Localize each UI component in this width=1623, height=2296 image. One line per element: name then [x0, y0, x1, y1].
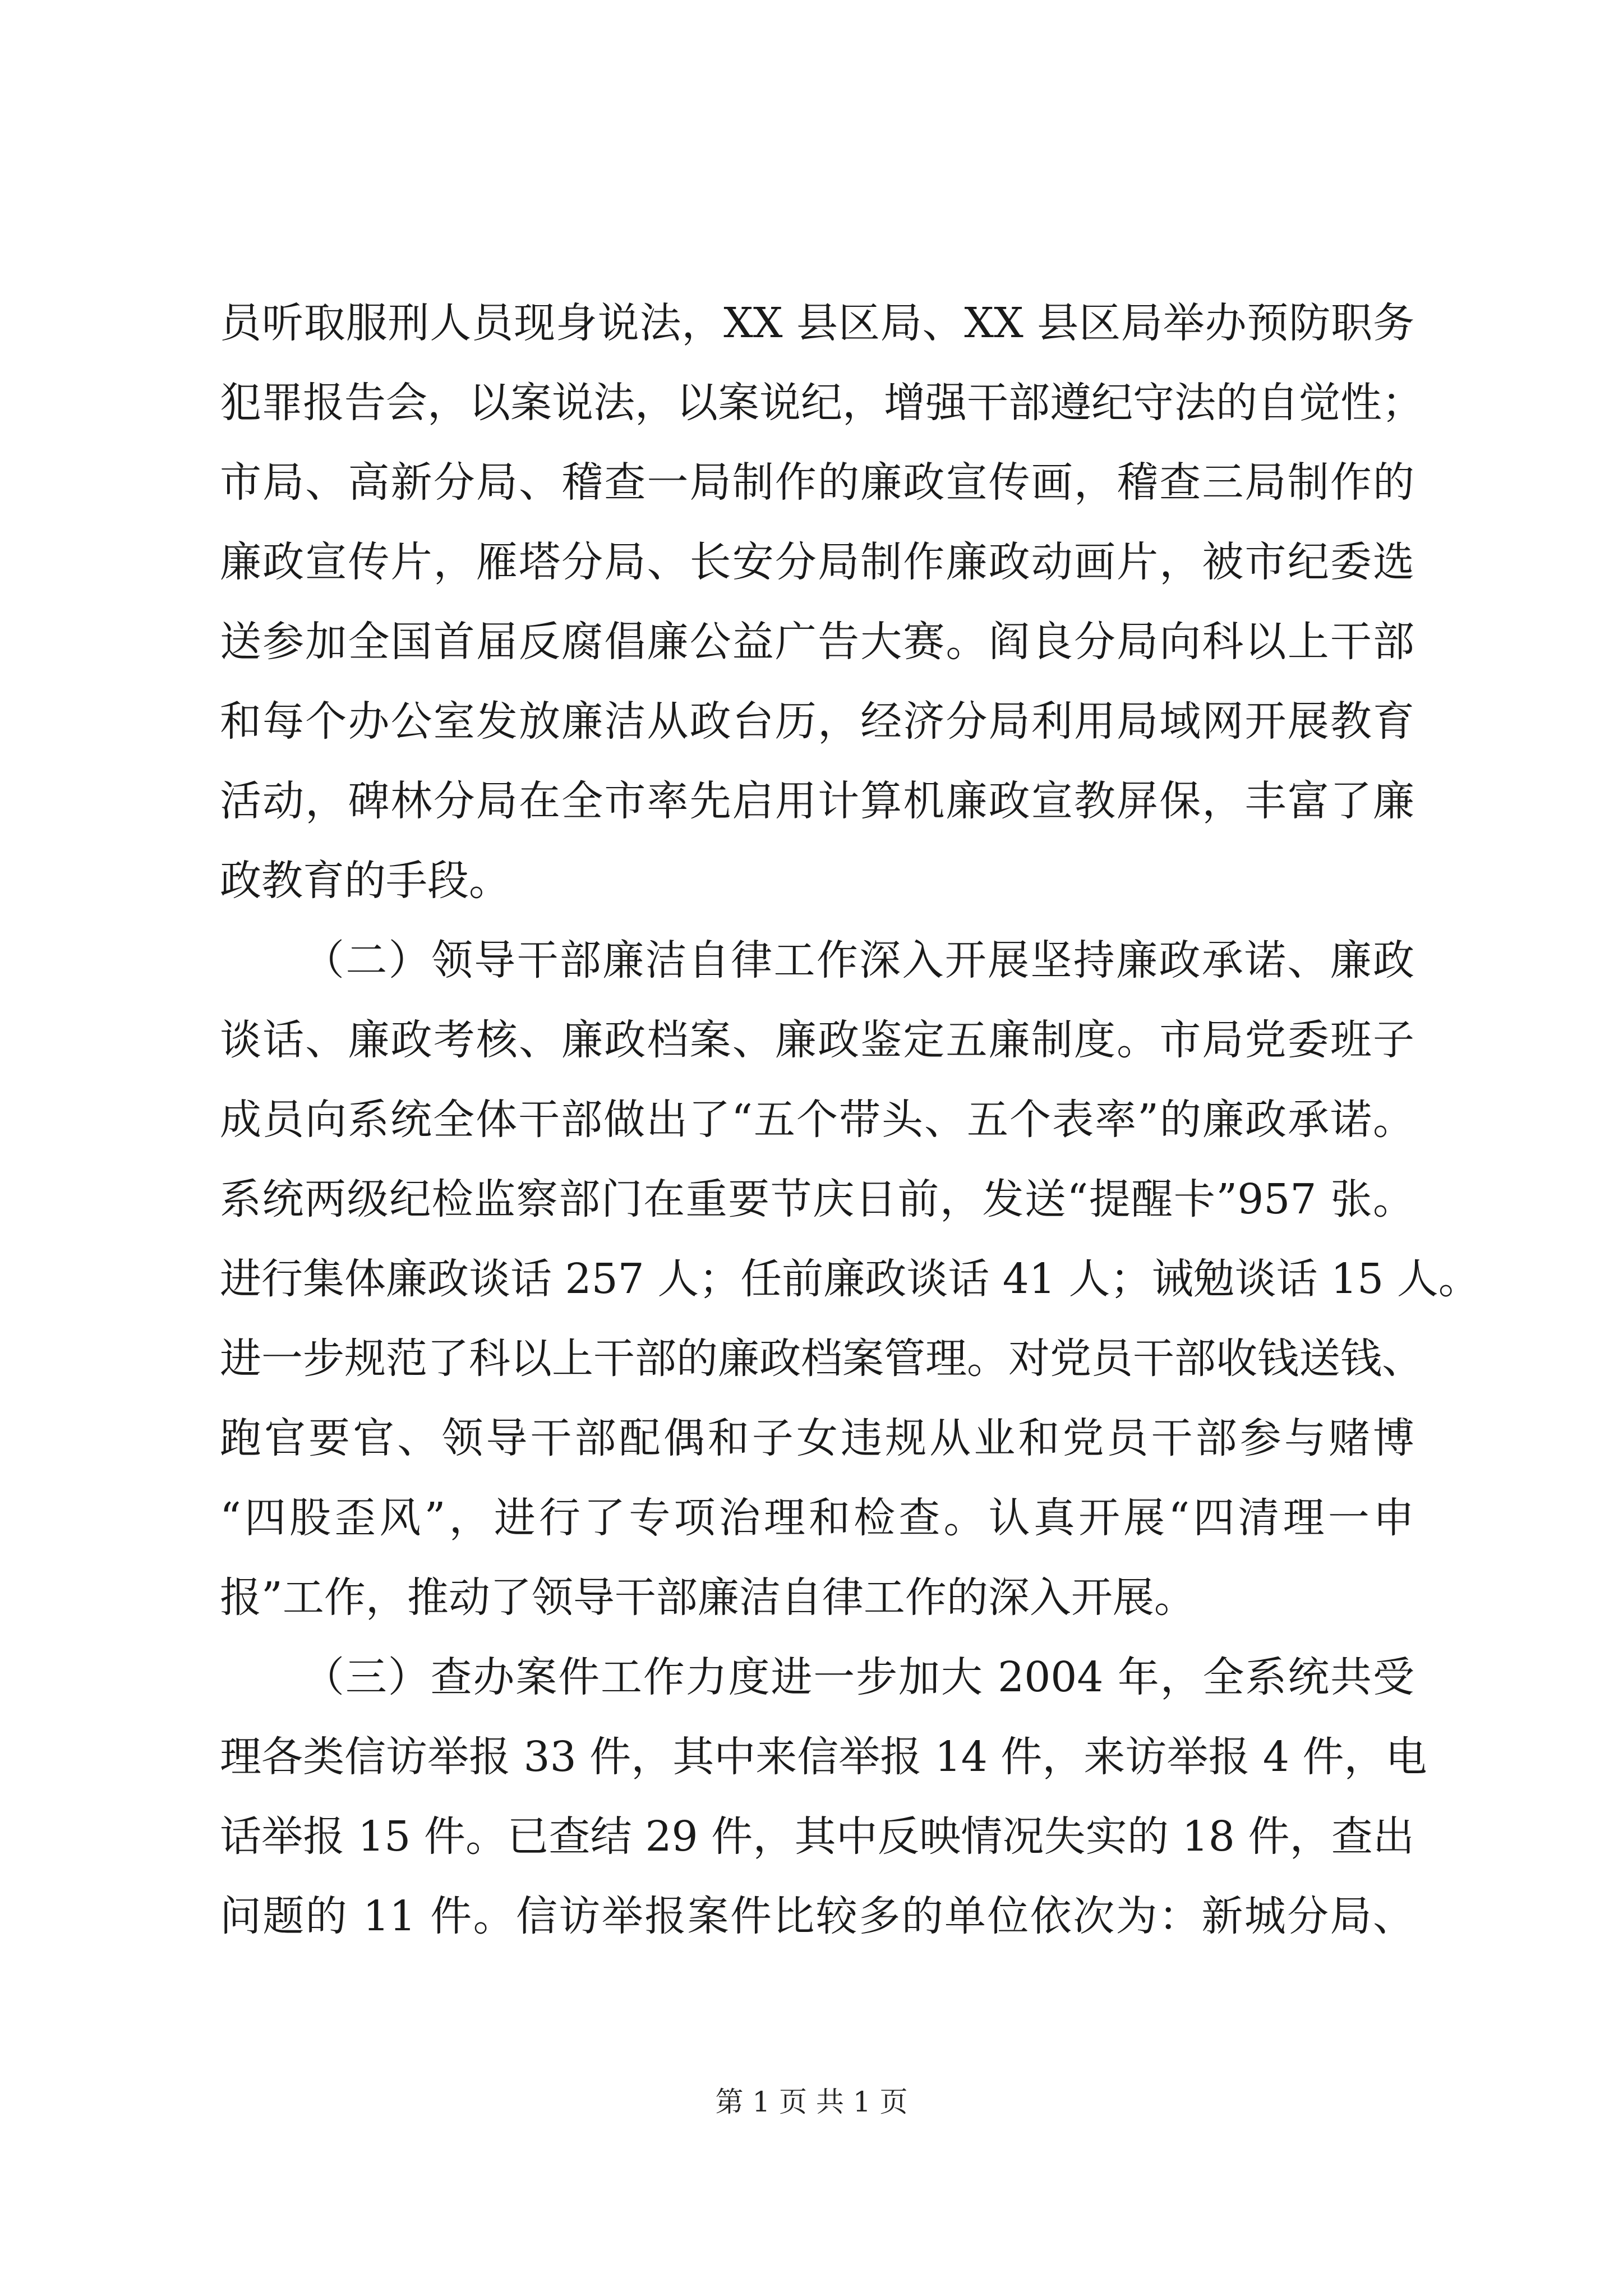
text-line: 员听取服刑人员现身说法，XX 县区局、XX 县区局举办预防职务	[220, 299, 1414, 347]
text-line: 进一步规范了科以上干部的廉政档案管理。对党员干部收钱送钱、	[220, 1335, 1423, 1383]
text-line: 谈话、廉政考核、廉政档案、廉政鉴定五廉制度。市局党委班子	[220, 1016, 1414, 1064]
text-line: 政教育的手段。	[220, 857, 510, 905]
text-line: 进行集体廉政谈话 257 人；任前廉政谈话 41 人；诫勉谈话 15 人。	[220, 1255, 1480, 1303]
text-line: 活动，碑林分局在全市率先启用计算机廉政宣教屏保，丰富了廉	[220, 777, 1414, 825]
text-line: 报”工作，推动了领导干部廉洁自律工作的深入开展。	[220, 1573, 1196, 1622]
text-line: 话举报 15 件。已查结 29 件，其中反映情况失实的 18 件，查出	[220, 1812, 1414, 1861]
text-line: 系统两级纪检监察部门在重要节庆日前，发送“提醒卡”957 张。	[220, 1175, 1414, 1223]
page-footer: 第 1 页 共 1 页	[715, 2086, 908, 2118]
paragraph-heading-2: （二）领导干部廉洁自律工作深入开展坚持廉政承诺、廉政	[303, 936, 1414, 984]
text-line: 廉政宣传片，雁塔分局、长安分局制作廉政动画片，被市纪委选	[220, 538, 1414, 586]
text-line: 犯罪报告会，以案说法，以案说纪，增强干部遵纪守法的自觉性；	[220, 379, 1423, 427]
text-line: 理各类信访举报 33 件，其中来信举报 14 件，来访举报 4 件，电	[220, 1733, 1427, 1781]
text-line: “四股歪风”，进行了专项治理和检查。认真开展“四清理一申	[220, 1494, 1414, 1542]
text-line: 跑官要官、领导干部配偶和子女违规从业和党员干部参与赌博	[220, 1414, 1414, 1462]
text-line: 和每个办公室发放廉洁从政台历，经济分局利用局域网开展教育	[220, 697, 1414, 746]
text-line: 成员向系统全体干部做出了“五个带头、五个表率”的廉政承诺。	[220, 1096, 1414, 1144]
text-line: 送参加全国首届反腐倡廉公益广告大赛。阎良分局向科以上干部	[220, 618, 1414, 666]
text-line: 市局、高新分局、稽查一局制作的廉政宣传画，稽查三局制作的	[220, 458, 1414, 507]
text-line: 问题的 11 件。信访举报案件比较多的单位依次为：新城分局、	[220, 1892, 1414, 1940]
paragraph-heading-3: （三）查办案件工作力度进一步加大 2004 年，全系统共受	[303, 1653, 1414, 1701]
